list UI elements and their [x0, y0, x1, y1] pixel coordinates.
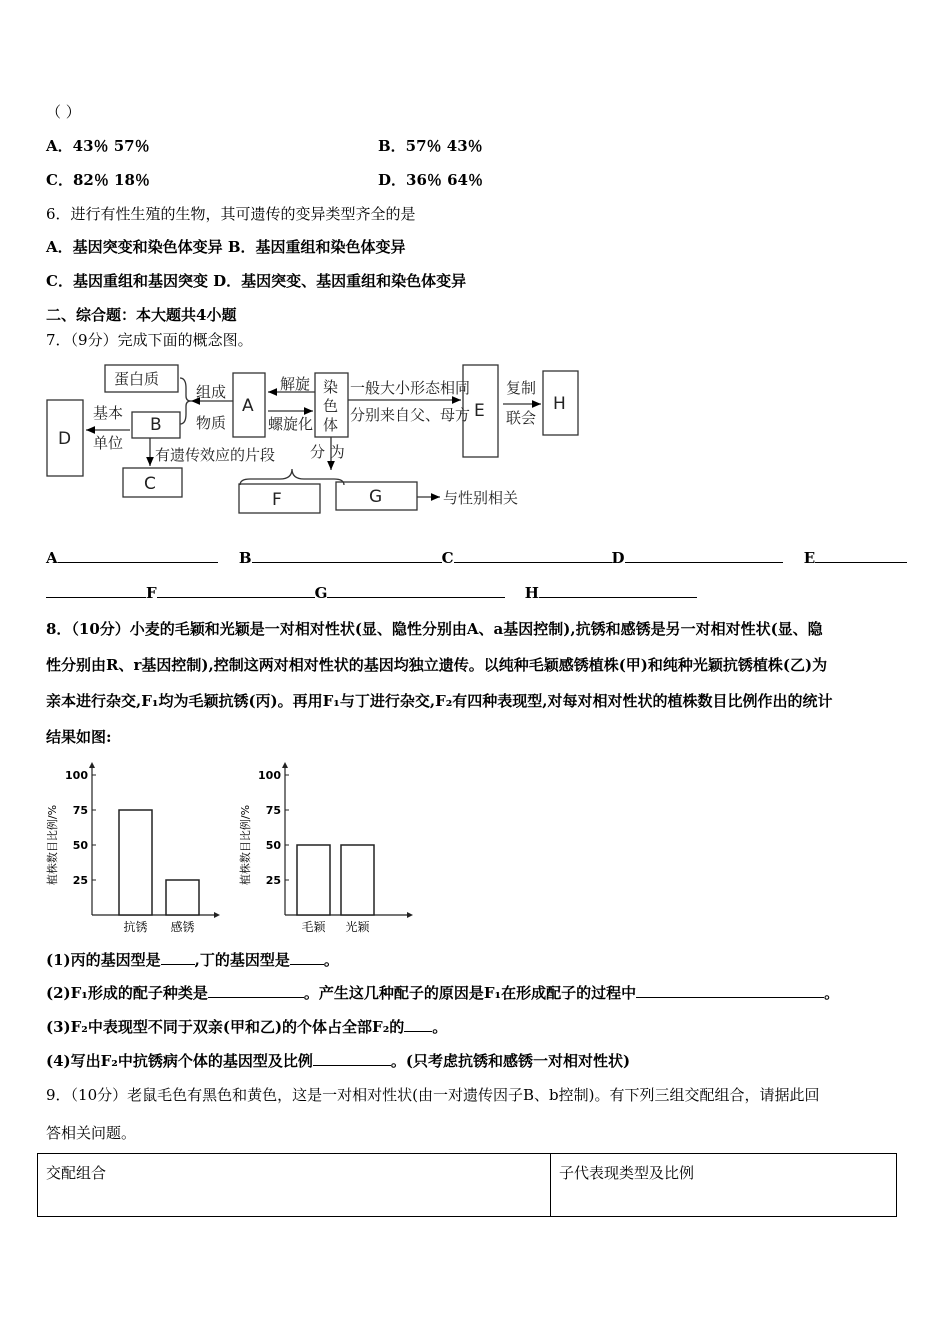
y-tick-label: 75	[265, 804, 281, 817]
label-wuzhi: 物质	[196, 414, 227, 432]
y-tick-label: 100	[258, 769, 281, 782]
chrom-1: 染	[323, 378, 339, 396]
q6-stem: 6．进行有性生殖的生物，其可遗传的变异类型齐全的是	[46, 205, 416, 223]
label-parents: 分别来自父、母方	[350, 406, 471, 424]
bar	[297, 845, 330, 915]
concept-map	[0, 0, 950, 530]
q6-options-cd: C．基因重组和基因突变 D．基因突变、基因重组和染色体变异	[46, 272, 467, 290]
x-tick-label: 光颖	[345, 920, 370, 934]
x-axis-arrow	[407, 912, 413, 918]
label-luoxuanhua: 螺旋化	[268, 415, 314, 433]
y-tick-label: 50	[72, 839, 88, 852]
node-e: E	[474, 401, 485, 421]
label-same: 一般大小形态相同	[350, 379, 471, 397]
q5-paren: （ ）	[46, 103, 81, 121]
node-d: D	[58, 429, 72, 449]
y-tick-label: 25	[72, 874, 88, 887]
y-tick-label: 50	[265, 839, 281, 852]
q5-option-a: A．43％ 57％	[46, 137, 150, 155]
node-g: G	[369, 487, 383, 507]
x-tick-label: 抗锈	[123, 920, 148, 934]
q5-option-b: B．57％ 43％	[378, 137, 483, 155]
q8-line-1: 8．（10分）小麦的毛颖和光颖是一对相对性状(显、隐性分别由A、a基因控制),抗锈和感锈是另一对相对性状(显、隐	[46, 620, 823, 638]
node-b: B	[150, 415, 162, 435]
q8-line-4: 结果如图:	[46, 728, 112, 746]
q5-option-d: D．36％ 64％	[378, 171, 483, 189]
q6-options-ab: A．基因突变和染色体变异 B．基因重组和染色体变异	[46, 238, 406, 256]
bar	[119, 810, 152, 915]
label-zucheng: 组成	[196, 383, 227, 401]
label-danwei: 单位	[93, 434, 124, 452]
q8-sub2: (2)F₁形成的配子种类是 。产生这几种配子的原因是F₁在形成配子的过程中 。	[46, 984, 840, 1002]
y-axis-label: 植株数目比例/%	[239, 804, 252, 886]
table-header-offspring: 子代表现类型及比例	[551, 1154, 897, 1217]
q8-sub1: (1)丙的基因型是 ,丁的基因型是 。	[46, 951, 339, 969]
table-header-cross: 交配组合	[38, 1154, 551, 1217]
y-tick-label: 25	[265, 874, 281, 887]
label-fenwei: 分 为	[310, 443, 345, 461]
label-jiexuan: 解旋	[280, 375, 311, 393]
label-sex: 与性别相关	[443, 489, 519, 507]
protein-label: 蛋白质	[114, 370, 160, 388]
q8-line-2: 性分别由R、r基因控制),控制这两对相对性状的基因均独立遗传。以纯种毛颖感锈植株(甲)和纯种光颖抗锈植株(乙)为	[46, 656, 828, 674]
x-axis-arrow	[214, 912, 220, 918]
q5-option-c: C．82％ 18％	[46, 171, 150, 189]
q7-blanks-row1: A B C D E	[46, 548, 907, 568]
chrom-2: 色	[323, 397, 339, 415]
y-axis-label: 植株数目比例/%	[46, 804, 59, 886]
node-c: C	[144, 474, 156, 494]
mating-table	[37, 1153, 897, 1217]
label-fuzhi: 复制	[506, 379, 537, 397]
x-tick-label: 感锈	[170, 920, 195, 934]
q8-sub4: (4)写出F₂中抗锈病个体的基因型及比例 。(只考虑抗锈和感锈一对相对性状)	[46, 1052, 631, 1070]
y-axis-arrow	[282, 762, 288, 768]
q8-sub3: (3)F₂中表现型不同于双亲(甲和乙)的个体占全部F₂的 。	[46, 1018, 448, 1036]
q8-line-3: 亲本进行杂交,F₁均为毛颖抗锈(丙)。再用F₁与丁进行杂交,F₂有四种表现型,对每对相对性状的植株数目比例作出的统计	[46, 692, 833, 710]
y-axis-arrow	[89, 762, 95, 768]
section-heading: 二、综合题：本大题共4小题	[46, 306, 237, 324]
q7-blanks-row2: F G H	[46, 583, 697, 603]
bar-charts	[40, 760, 420, 940]
label-jiben: 基本	[93, 404, 124, 422]
bar	[341, 845, 374, 915]
bar	[166, 880, 199, 915]
y-tick-label: 75	[72, 804, 88, 817]
label-segment: 有遗传效应的片段	[155, 446, 276, 464]
q7-stem: 7．（9分）完成下面的概念图。	[46, 331, 253, 349]
chrom-3: 体	[323, 416, 339, 434]
node-f: F	[272, 490, 282, 510]
x-tick-label: 毛颖	[301, 920, 326, 934]
label-lianhui: 联会	[506, 409, 537, 427]
node-a: A	[242, 396, 254, 416]
y-tick-label: 100	[65, 769, 88, 782]
node-h: H	[553, 394, 566, 414]
q9-line-1: 9．（10分）老鼠毛色有黑色和黄色，这是一对相对性状(由一对遗传因子B、b控制)。有下列三组交配组合，请据此回	[46, 1086, 820, 1104]
q9-line-2: 答相关问题。	[46, 1124, 137, 1142]
